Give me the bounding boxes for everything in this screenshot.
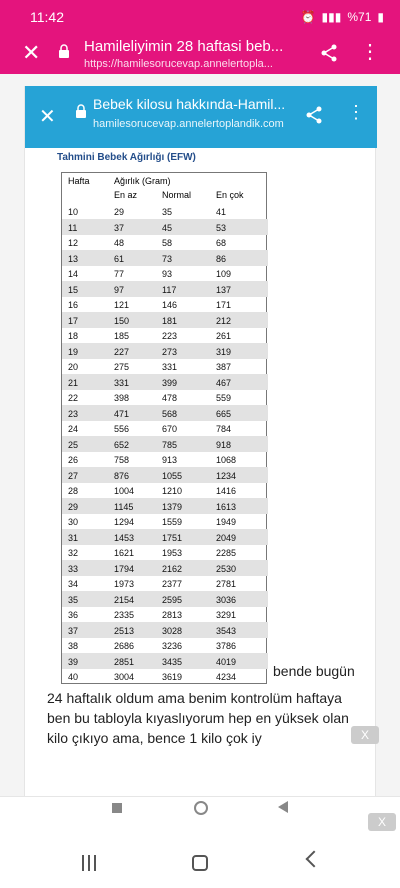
table-cell: 40 [68, 672, 79, 682]
web-content [0, 74, 400, 796]
table-cell: 1145 [114, 501, 134, 512]
table-row [62, 591, 268, 607]
table-cell: 17 [68, 315, 79, 326]
table-cell: 1055 [162, 470, 183, 481]
table-cell: 3236 [162, 641, 183, 651]
table-cell: 33 [68, 563, 79, 574]
table-cell: 1613 [216, 501, 237, 512]
table-cell: 29 [68, 501, 79, 512]
table-cell: 665 [216, 408, 232, 419]
table-cell: 41 [216, 207, 227, 217]
table-cell: 22 [68, 393, 79, 403]
table-row [62, 234, 268, 250]
table-cell: 14 [68, 269, 79, 279]
table-cell: 97 [114, 284, 125, 295]
table-cell: 150 [114, 315, 130, 326]
table-cell: 758 [114, 455, 130, 465]
table-row [62, 203, 268, 219]
lock-icon [58, 44, 70, 58]
table-cell: 93 [162, 269, 173, 279]
page-url[interactable]: https://hamilesorucevap.annelertopla... [84, 58, 273, 70]
table-cell: 467 [216, 377, 232, 388]
system-recent-icon[interactable] [82, 855, 96, 871]
table-row [62, 529, 268, 545]
table-cell: 23 [68, 408, 79, 419]
table-cell: 273 [162, 346, 178, 357]
inner-title: Bebek kilosu hakkında-Hamil... [93, 96, 286, 112]
table-cell: 2162 [162, 563, 183, 574]
close-button[interactable]: X [368, 813, 396, 831]
table-cell: 1210 [162, 486, 183, 496]
table-cell: 171 [216, 300, 232, 310]
status-bar [0, 0, 400, 34]
table-row [62, 513, 268, 529]
table-cell: 73 [162, 253, 173, 264]
table-cell: 913 [162, 455, 178, 465]
table-cell: 37 [68, 625, 79, 636]
table-cell: 331 [114, 377, 130, 388]
table-cell: 185 [114, 331, 130, 341]
table-cell: 261 [216, 331, 232, 341]
table-cell: 86 [216, 253, 227, 264]
table-row [62, 405, 268, 421]
recent-apps-icon[interactable] [112, 803, 122, 813]
table-cell: 2513 [114, 625, 135, 636]
table-cell: 35 [68, 594, 79, 605]
table-cell: 26 [68, 455, 79, 465]
table-cell: 36 [68, 610, 79, 620]
table-cell: 1379 [162, 501, 183, 512]
inner-url: hamilesorucevap.annelertoplandik.com [93, 118, 284, 130]
table-cell: 212 [216, 315, 232, 326]
table-row [62, 358, 268, 374]
table-cell: 4019 [216, 656, 237, 667]
table-cell: 1949 [216, 517, 237, 527]
table-cell: 68 [216, 238, 227, 248]
table-cell: 1559 [162, 517, 183, 527]
table-cell: 387 [216, 362, 232, 372]
table-cell: 319 [216, 346, 232, 357]
table-cell: 48 [114, 238, 125, 248]
back-icon[interactable] [278, 801, 288, 813]
table-cell: 3543 [216, 625, 237, 636]
table-cell: 12 [68, 238, 79, 248]
table-cell: 29 [114, 207, 125, 217]
close-ad-button[interactable]: X [351, 726, 379, 744]
table-cell: 38 [68, 641, 79, 651]
table-row [62, 296, 268, 312]
table-cell: 2335 [114, 610, 135, 620]
browser-toolbar [0, 34, 400, 74]
table-cell: 58 [162, 238, 173, 248]
table-cell: 471 [114, 408, 130, 419]
lock-icon [75, 104, 87, 118]
table-cell: 25 [68, 439, 79, 450]
system-home-icon[interactable] [192, 855, 208, 871]
header-weight: Ağırlık (Gram) [114, 176, 171, 186]
comment-text: 24 haftalık oldum ama benim kontrolüm haftaya ben bu tabloyla kıyaslıyorum hep en yüksek olan kilo çıkıyo ama, bence 1 kilo çok iy [47, 690, 349, 746]
table-cell: 652 [114, 439, 130, 450]
table-row [62, 436, 268, 452]
table-cell: 13 [68, 253, 79, 264]
table-cell: 1068 [216, 455, 237, 465]
table-row [62, 327, 268, 343]
table-cell: 3036 [216, 594, 237, 605]
table-row [62, 250, 268, 266]
table-cell: 3291 [216, 610, 237, 620]
table-cell: 146 [162, 300, 178, 310]
table-subheader-row [62, 187, 268, 201]
table-cell: 1953 [162, 548, 183, 558]
table-row [62, 219, 268, 235]
comment-inline: bende bugün [273, 663, 355, 679]
table-title: Tahmini Bebek Ağırlığı (EFW) [57, 152, 196, 163]
table-cell: 2530 [216, 563, 237, 574]
table-cell: 275 [114, 362, 130, 372]
table-cell: 32 [68, 548, 79, 558]
table-cell: 2781 [216, 579, 237, 589]
alarm-icon: ⏰ [300, 10, 316, 24]
header-week: Hafta [68, 176, 90, 186]
inner-toolbar [25, 86, 377, 148]
table-row [62, 265, 268, 281]
table-row [62, 482, 268, 498]
table-cell: 109 [216, 269, 232, 279]
table-cell: 918 [216, 439, 232, 450]
table-cell: 227 [114, 346, 130, 357]
home-icon[interactable] [194, 801, 208, 815]
table-cell: 24 [68, 424, 79, 434]
table-cell: 398 [114, 393, 130, 403]
table-cell: 784 [216, 424, 232, 434]
table-row [62, 498, 268, 514]
table-cell: 28 [68, 486, 79, 496]
table-cell: 4234 [216, 672, 237, 682]
table-cell: 2154 [114, 594, 135, 605]
table-cell: 2851 [114, 656, 135, 667]
table-cell: 2595 [162, 594, 183, 605]
table-cell: 785 [162, 439, 178, 450]
table-cell: 1416 [216, 486, 237, 496]
table-cell: 556 [114, 424, 130, 434]
efw-table [61, 172, 267, 684]
share-icon [305, 106, 323, 124]
table-cell: 1453 [114, 532, 135, 543]
table-cell: 39 [68, 656, 79, 667]
close-icon[interactable]: ✕ [22, 40, 41, 65]
battery-level: %71 [347, 10, 372, 24]
table-cell: 2285 [216, 548, 237, 558]
table-cell: 45 [162, 222, 173, 233]
navigation-bar [0, 796, 400, 888]
table-cell: 1794 [114, 563, 135, 574]
table-cell: 15 [68, 284, 79, 295]
table-row [62, 312, 268, 328]
table-cell: 121 [114, 300, 130, 310]
table-header-row [62, 173, 268, 187]
embedded-image [24, 86, 376, 808]
table-cell: 37 [114, 222, 125, 233]
table-cell: 61 [114, 253, 125, 264]
table-cell: 399 [162, 377, 178, 388]
close-icon: ✕ [39, 106, 56, 128]
table-cell: 1751 [162, 532, 183, 543]
table-cell: 3004 [114, 672, 135, 682]
table-row [62, 281, 268, 297]
table-row [62, 420, 268, 436]
table-cell: 3786 [216, 641, 237, 651]
system-back-icon[interactable] [306, 851, 323, 868]
table-cell: 2377 [162, 579, 183, 589]
table-cell: 34 [68, 579, 79, 589]
table-row [62, 544, 268, 560]
table-cell: 10 [68, 207, 79, 217]
table-cell: 670 [162, 424, 178, 434]
table-row [62, 389, 268, 405]
table-cell: 117 [162, 284, 177, 295]
table-row [62, 467, 268, 483]
table-row [62, 374, 268, 390]
table-row [62, 622, 268, 638]
status-icons [301, 10, 384, 24]
table-cell: 137 [216, 284, 232, 295]
more-icon: ⋮ [347, 102, 365, 122]
table-cell: 3619 [162, 672, 183, 682]
table-cell: 53 [216, 222, 227, 233]
table-row [62, 343, 268, 359]
table-cell: 1294 [114, 517, 135, 527]
table-cell: 2686 [114, 641, 135, 651]
table-cell: 27 [68, 470, 79, 481]
table-row [62, 637, 268, 653]
table-cell: 2813 [162, 610, 183, 620]
table-cell: 223 [162, 331, 178, 341]
table-cell: 20 [68, 362, 79, 372]
table-cell: 568 [162, 408, 178, 419]
table-cell: 11 [68, 222, 78, 233]
table-row [62, 653, 268, 669]
table-cell: 876 [114, 470, 130, 481]
table-row [62, 668, 268, 684]
header-min: En az [114, 190, 138, 200]
table-cell: 1004 [114, 486, 135, 496]
table-cell: 331 [162, 362, 178, 372]
share-icon[interactable] [320, 44, 338, 62]
header-normal: Normal [162, 190, 192, 200]
table-cell: 18 [68, 331, 79, 341]
table-cell: 181 [162, 315, 178, 326]
header-max: En çok [216, 190, 244, 200]
table-row [62, 606, 268, 622]
table-cell: 21 [68, 377, 79, 388]
signal-icon: ▮▮▮ [321, 10, 342, 24]
table-row [62, 560, 268, 576]
table-cell: 31 [68, 532, 79, 543]
table-row [62, 451, 268, 467]
table-row [62, 575, 268, 591]
battery-icon: ▮ [377, 10, 384, 24]
status-time: 11:42 [30, 9, 64, 25]
table-cell: 2049 [216, 532, 237, 543]
more-icon[interactable]: ⋮ [360, 41, 380, 63]
page-title: Hamileliyimin 28 haftasi beb... [84, 38, 284, 55]
table-cell: 77 [114, 269, 125, 279]
table-cell: 30 [68, 517, 79, 527]
table-cell: 35 [162, 207, 173, 217]
table-cell: 19 [68, 346, 79, 357]
table-cell: 3435 [162, 656, 183, 667]
table-cell: 1621 [114, 548, 135, 558]
table-cell: 3028 [162, 625, 183, 636]
table-cell: 16 [68, 300, 79, 310]
table-cell: 559 [216, 393, 232, 403]
table-cell: 1234 [216, 470, 237, 481]
table-cell: 1973 [114, 579, 135, 589]
table-cell: 478 [162, 393, 178, 403]
